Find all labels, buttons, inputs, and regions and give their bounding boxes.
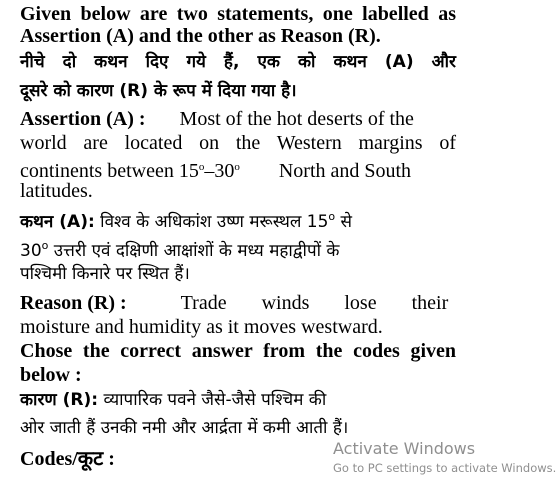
assertion-hindi-number: 30 bbox=[20, 241, 42, 261]
degree-sign: o bbox=[234, 161, 240, 173]
assertion-hindi-line-3: पश्चिमी किनारे पर स्थित हैं। bbox=[20, 264, 190, 284]
reason-hindi-line-2: ओर जाती हैं उनकी नमी और आर्द्रता में कमी आती हैं। bbox=[20, 418, 349, 438]
assertion-range-start: continents between 15 bbox=[20, 160, 199, 182]
degree-sign: o bbox=[41, 239, 49, 252]
reason-line-2: moisture and humidity as it moves westward. bbox=[20, 316, 383, 338]
intro-hindi-line-1: नीचे दो कथन दिए गये हैं, एक को कथन (A) और bbox=[20, 52, 456, 72]
assertion-text-1: Most of the hot deserts of the bbox=[179, 108, 414, 130]
activate-windows-watermark bbox=[333, 439, 556, 475]
instruction-line-1: Chose the correct answer from the codes given bbox=[20, 340, 456, 362]
degree-sign: o bbox=[328, 210, 336, 223]
intro-english-line-1: Given below are two statements, one labelled as bbox=[20, 3, 456, 25]
assertion-range-end: –30 bbox=[204, 160, 235, 182]
assertion-line-1 bbox=[20, 108, 456, 130]
instruction-line-2: below : bbox=[20, 364, 82, 386]
codes-label: Codes/कूट : bbox=[20, 448, 115, 470]
reason-label: Reason (R) : bbox=[20, 292, 127, 314]
watermark-title: Activate Windows bbox=[333, 439, 476, 458]
watermark-subtitle: Go to PC settings to activate Windows. bbox=[333, 461, 556, 475]
intro-english-line-2: Assertion (A) and the other as Reason (R). bbox=[20, 25, 381, 47]
assertion-line-2: world are located on the Western margins of bbox=[20, 132, 456, 154]
reason-hindi-label: कारण (R): bbox=[20, 390, 99, 410]
intro-hindi-line-2: दूसरे को कारण (R) के रूप में दिया गया है। bbox=[20, 81, 297, 101]
reason-hindi-line-1 bbox=[20, 388, 456, 412]
assertion-hindi-text-1: विश्व के अधिकांश उष्ण मरूस्थल 15 bbox=[94, 212, 329, 232]
assertion-range-tail: North and South bbox=[273, 160, 412, 182]
assertion-line-4: latitudes. bbox=[20, 180, 93, 202]
assertion-hindi-line-1 bbox=[20, 205, 456, 234]
reason-hindi-text-1: व्यापारिक पवने जैसे-जैसे पश्चिम की bbox=[98, 390, 327, 410]
assertion-hindi-text-1-end: से bbox=[335, 212, 353, 232]
assertion-line-3 bbox=[20, 156, 456, 182]
assertion-label: Assertion (A) : bbox=[20, 108, 146, 130]
reason-line-1 bbox=[20, 292, 456, 314]
degree-sign: o bbox=[198, 161, 205, 173]
reason-text-1: Trade winds lose their bbox=[180, 292, 449, 314]
assertion-hindi-label: कथन (A): bbox=[20, 212, 95, 232]
assertion-hindi-text-2: उत्तरी एवं दक्षिणी आक्षांशों के मध्य महाद्वीपों के bbox=[48, 241, 340, 261]
assertion-hindi-line-2 bbox=[20, 234, 456, 263]
